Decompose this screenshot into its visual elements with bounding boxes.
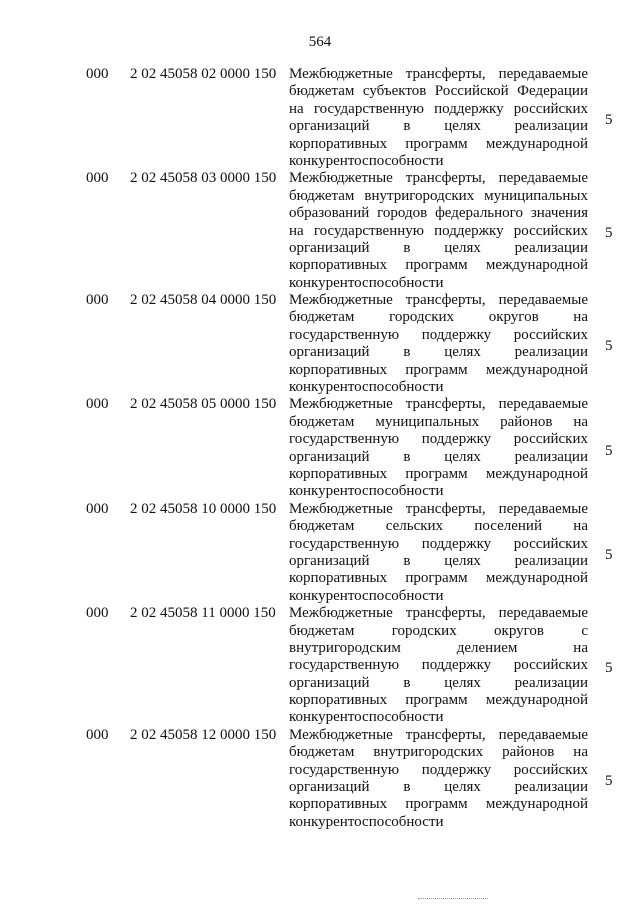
description-line: организаций в целях реализации xyxy=(289,779,588,796)
standard-value: 5 xyxy=(605,225,613,242)
standard-value: 5 xyxy=(605,546,613,563)
description-line: организаций в целях реализации xyxy=(289,552,588,569)
description-line: организаций в целях реализации xyxy=(289,344,588,361)
income-description xyxy=(289,66,588,170)
table-row xyxy=(0,66,640,170)
description-line: на государственную поддержку российских xyxy=(289,222,588,239)
admin-code: 000 xyxy=(86,605,109,622)
description-line: корпоративных программ международной xyxy=(289,135,588,152)
description-line: конкурентоспособности xyxy=(289,813,444,830)
description-line: бюджетам городских округов на xyxy=(289,309,588,326)
admin-code: 000 xyxy=(86,500,109,517)
description-line: корпоративных программ международной xyxy=(289,796,588,813)
budget-code-table xyxy=(0,66,640,831)
description-line: бюджетам муниципальных районов на xyxy=(289,413,588,430)
description-line: конкурентоспособности xyxy=(289,709,444,726)
income-description xyxy=(289,396,588,500)
description-line: корпоративных программ международной xyxy=(289,257,588,274)
admin-code: 000 xyxy=(86,396,109,413)
income-description xyxy=(289,292,588,396)
table-row xyxy=(0,727,640,831)
description-line: Межбюджетные трансферты, передаваемые xyxy=(289,170,588,187)
description-line: корпоративных программ международной xyxy=(289,465,588,482)
description-line: внутригородским делением на xyxy=(289,639,588,656)
description-line: бюджетам сельских поселений на xyxy=(289,518,588,535)
budget-classification-code: 2 02 45058 03 0000 150 xyxy=(130,170,277,187)
description-line: Межбюджетные трансферты, передаваемые xyxy=(289,396,588,413)
budget-classification-code: 2 02 45058 10 0000 150 xyxy=(130,500,277,517)
page-number: 564 xyxy=(308,34,332,50)
description-line: государственную поддержку российских xyxy=(289,535,588,552)
description-line: организаций в целях реализации xyxy=(289,674,588,691)
description-line: организаций в целях реализации xyxy=(289,118,588,135)
description-line: корпоративных программ международной xyxy=(289,570,588,587)
budget-classification-code: 2 02 45058 11 0000 150 xyxy=(130,605,276,622)
budget-classification-code: 2 02 45058 12 0000 150 xyxy=(130,726,277,743)
description-line: на государственную поддержку российских xyxy=(289,100,588,117)
description-line: конкурентоспособности xyxy=(289,379,444,396)
description-line: корпоративных программ международной xyxy=(289,692,588,709)
budget-classification-code: 2 02 45058 04 0000 150 xyxy=(130,292,277,309)
standard-value: 5 xyxy=(605,659,613,676)
description-line: государственную поддержку российских xyxy=(289,761,588,778)
description-line: конкурентоспособности xyxy=(289,152,444,169)
income-description xyxy=(289,501,588,605)
table-row xyxy=(0,605,640,727)
description-line: Межбюджетные трансферты, передаваемые xyxy=(289,605,588,622)
description-line: государственную поддержку российских xyxy=(289,431,588,448)
income-description xyxy=(289,605,588,727)
table-row xyxy=(0,501,640,605)
description-line: организаций в целях реализации xyxy=(289,448,588,465)
description-line: Межбюджетные трансферты, передаваемые xyxy=(289,66,588,82)
description-line: образований городов федерального значения xyxy=(289,205,588,222)
budget-classification-code: 2 02 45058 05 0000 150 xyxy=(130,396,277,413)
description-line: государственную поддержку российских xyxy=(289,657,588,674)
standard-value: 5 xyxy=(605,442,613,459)
description-line: корпоративных программ международной xyxy=(289,361,588,378)
standard-value: 5 xyxy=(605,338,613,355)
description-line: Межбюджетные трансферты, передаваемые xyxy=(289,292,588,309)
admin-code: 000 xyxy=(86,726,109,743)
description-line: бюджетам внутригородских районов на xyxy=(289,744,588,761)
standard-value: 5 xyxy=(605,772,613,789)
description-line: бюджетам городских округов с xyxy=(289,622,588,639)
description-line: конкурентоспособности xyxy=(289,587,444,604)
scan-artifact-line xyxy=(418,898,488,901)
income-description xyxy=(289,170,588,292)
admin-code: 000 xyxy=(86,66,109,82)
table-row xyxy=(0,170,640,292)
income-description xyxy=(289,727,588,831)
description-line: организаций в целях реализации xyxy=(289,239,588,256)
description-line: Межбюджетные трансферты, передаваемые xyxy=(289,726,588,743)
description-line: бюджетам внутригородских муниципальных xyxy=(289,187,588,204)
description-line: конкурентоспособности xyxy=(289,483,444,500)
description-line: государственную поддержку российских xyxy=(289,326,588,343)
admin-code: 000 xyxy=(86,170,109,187)
standard-value: 5 xyxy=(605,112,613,129)
admin-code: 000 xyxy=(86,292,109,309)
budget-classification-code: 2 02 45058 02 0000 150 xyxy=(130,66,277,82)
description-line: конкурентоспособности xyxy=(289,274,444,291)
table-row xyxy=(0,292,640,396)
description-line: Межбюджетные трансферты, передаваемые xyxy=(289,500,588,517)
table-row xyxy=(0,396,640,500)
description-line: бюджетам субъектов Российской Федерации xyxy=(289,83,588,100)
